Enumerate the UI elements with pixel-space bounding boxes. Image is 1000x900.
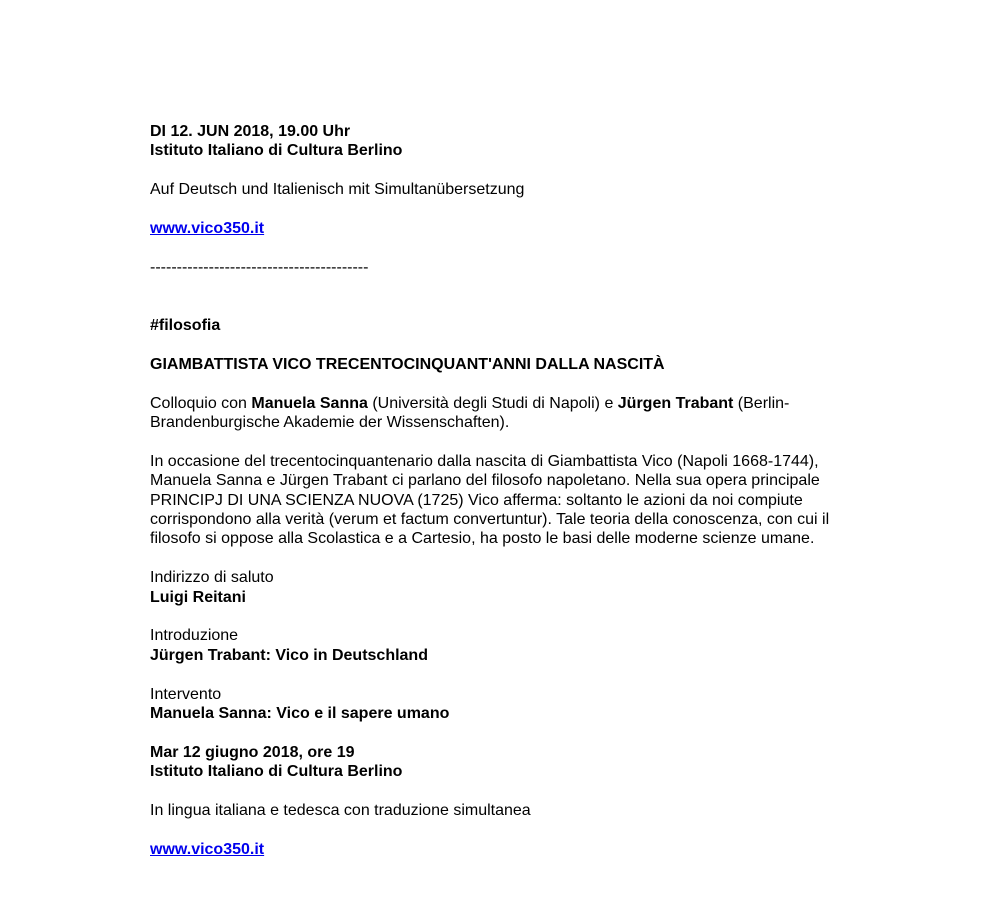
description-line: filosofo si oppose alla Scolastica e a Cartesio, ha posto le basi delle moderne scienze umane. — [150, 530, 815, 548]
event-venue-it: Istituto Italiano di Cultura Berlino — [150, 763, 403, 781]
speaker-sanna: Manuela Sanna — [251, 394, 368, 412]
description-line: PRINCIPJ DI UNA SCIENZA NUOVA (1725) Vico afferma: soltanto le azioni da noi compiute — [150, 491, 803, 509]
description-line: Manuela Sanna e Jürgen Trabant ci parlano del filosofo napoletano. Nella sua opera principale — [150, 472, 820, 490]
program-label-saluto: Indirizzo di saluto — [150, 569, 274, 587]
colloquio-line-2: Brandenburgische Akademie der Wissenschaften). — [150, 414, 510, 431]
program-label-introduzione: Introduzione — [150, 627, 239, 645]
program-value-saluto: Luigi Reitani — [150, 588, 246, 606]
separator-line: ----------------------------------------- — [150, 258, 369, 276]
program-label-intervento: Intervento — [150, 685, 222, 703]
program-value-intervento: Manuela Sanna: Vico e il sapere umano — [150, 705, 450, 723]
language-note-it: In lingua italiana e tedesca con traduzione simultanea — [150, 802, 531, 820]
language-note-de: Auf Deutsch und Italienisch mit Simultanübersetzung — [150, 181, 525, 199]
hashtag: #filosofia — [150, 317, 221, 334]
website-link-de[interactable]: www.vico350.it — [150, 220, 265, 237]
event-date-de: DI 12. JUN 2018, 19.00 Uhr — [150, 123, 351, 140]
event-venue-de: Istituto Italiano di Cultura Berlino — [150, 142, 403, 160]
colloquio-line-1: Colloquio con Manuela Sanna (Università degli Studi di Napoli) e Jürgen Trabant (Berlin- — [150, 394, 790, 412]
description-line: corrispondono alla verità (verum et factum convertuntur). Tale teoria della conoscenza, con cui il — [150, 511, 830, 529]
speaker-trabant: Jürgen Trabant — [617, 394, 734, 412]
description-line: In occasione del trecentocinquantenario dalla nascita di Giambattista Vico (Napoli 1668-1744), — [150, 452, 819, 470]
program-value-introduzione: Jürgen Trabant: Vico in Deutschland — [150, 646, 428, 664]
website-link-it[interactable]: www.vico350.it — [150, 840, 265, 858]
event-date-it: Mar 12 giugno 2018, ore 19 — [150, 743, 355, 761]
headline: GIAMBATTISTA VICO TRECENTOCINQUANT'ANNI DALLA NASCITÀ — [150, 355, 665, 373]
document-page — [150, 122, 880, 859]
